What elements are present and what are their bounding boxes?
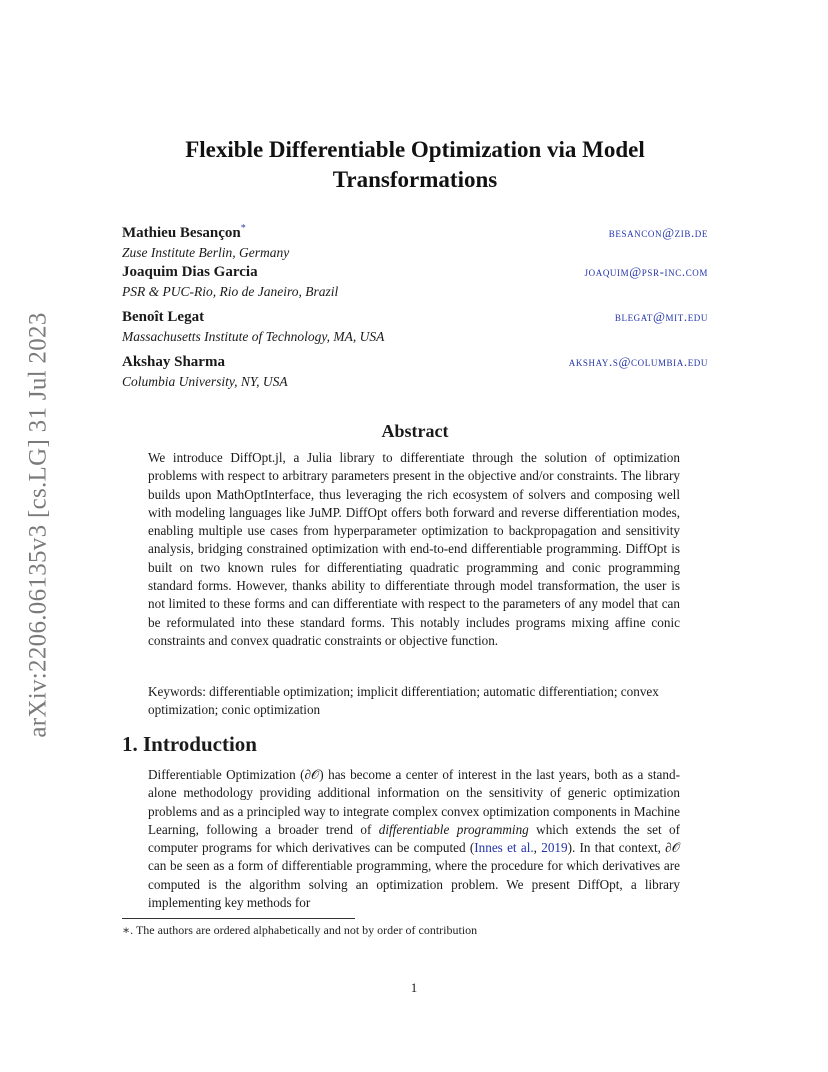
author-affiliation: Zuse Institute Berlin, Germany — [122, 245, 290, 260]
footnote-divider — [122, 918, 355, 919]
keywords: Keywords: differentiable optimization; implicit differentiation; automatic differentiation; convex optimization; conic optimization — [148, 684, 659, 718]
emphasis-text: differentiable programming — [378, 821, 529, 837]
citation-year-link[interactable]: 2019 — [541, 840, 568, 856]
citation-link[interactable]: Innes et al. — [474, 840, 534, 856]
abstract-heading: Abstract — [381, 421, 449, 441]
author-block — [122, 353, 708, 391]
author-email[interactable]: joaquim@psr-inc.com — [584, 264, 708, 279]
author-email[interactable]: besancon@zib.de — [608, 225, 708, 240]
arxiv-stamp — [24, 290, 54, 760]
author-affiliation: Massachusetts Institute of Technology, MA, USA — [122, 329, 385, 344]
author-name: Benoît Legat — [122, 309, 205, 325]
author-email[interactable]: akshay.s@columbia.edu — [568, 354, 708, 369]
paper-title: Flexible Differentiable Optimization via Model Transformations — [185, 137, 645, 192]
author-name: Mathieu Besançon* — [122, 223, 246, 241]
abstract-text: We introduce DiffOpt.jl, a Julia library to differentiate through the solution of optimization problems with respect to arbitrary parameters present in the objective and/or constraints. The library builds upon MathOptInterface, thus leveraging the rich ecosystem of solvers and composing well with modeling languages like JuMP. DiffOpt offers both forward and reverse differentiation modes, enabling multiple use cases from hyperparameter optimization to backpropagation and sensitivity analysis, bridging constrained optimization with end-to-end differentiable programming. DiffOpt is built on two known rules for differentiating quadratic programming and conic programming standard forms. However, thanks ability to differentiate through model transformation, the user is not limited to these forms and can differentiate with respect to the parameters of any model that can be reformulated into these standard forms. This notably includes programs mixing affine conic constraints and convex quadratic constraints or objective function. — [148, 450, 680, 648]
author-name: Joaquim Dias Garcia — [122, 264, 258, 280]
page-number: 1 — [410, 980, 418, 995]
author-name: Akshay Sharma — [122, 354, 225, 370]
intro-paragraph: Differentiable Optimization (∂𝒪) has become a center of interest in the last years, both as a stand-alone methodology providing additional information on the sensitivity of generic optimization problems and as a principled way to integrate complex convex optimization components in Machine Learning, following a broader trend of differentiable programming which extends the set of computer programs for which derivatives can be computed (Innes et al., 2019). In that context, ∂𝒪 can be seen as a form of differentiable programming, where the procedure for which derivatives are computed is the algorithm solving an optimization problem. We present DiffOpt, a library implementing key methods for — [148, 767, 681, 911]
author-block — [122, 219, 708, 262]
arxiv-identifier: arXiv:2206.06135v3 [cs.LG] 31 Jul 2023 — [25, 312, 52, 738]
author-affiliation: PSR & PUC-Rio, Rio de Janeiro, Brazil — [122, 284, 339, 299]
author-block — [122, 263, 708, 301]
author-affiliation: Columbia University, NY, USA — [122, 374, 288, 389]
author-block — [122, 308, 708, 346]
author-email[interactable]: blegat@mit.edu — [614, 309, 708, 324]
section-heading: 1. Introduction — [122, 732, 257, 756]
footnote: ∗. The authors are ordered alphabetically and not by order of contribution — [122, 923, 478, 937]
footnote-marker[interactable]: * — [240, 223, 246, 234]
